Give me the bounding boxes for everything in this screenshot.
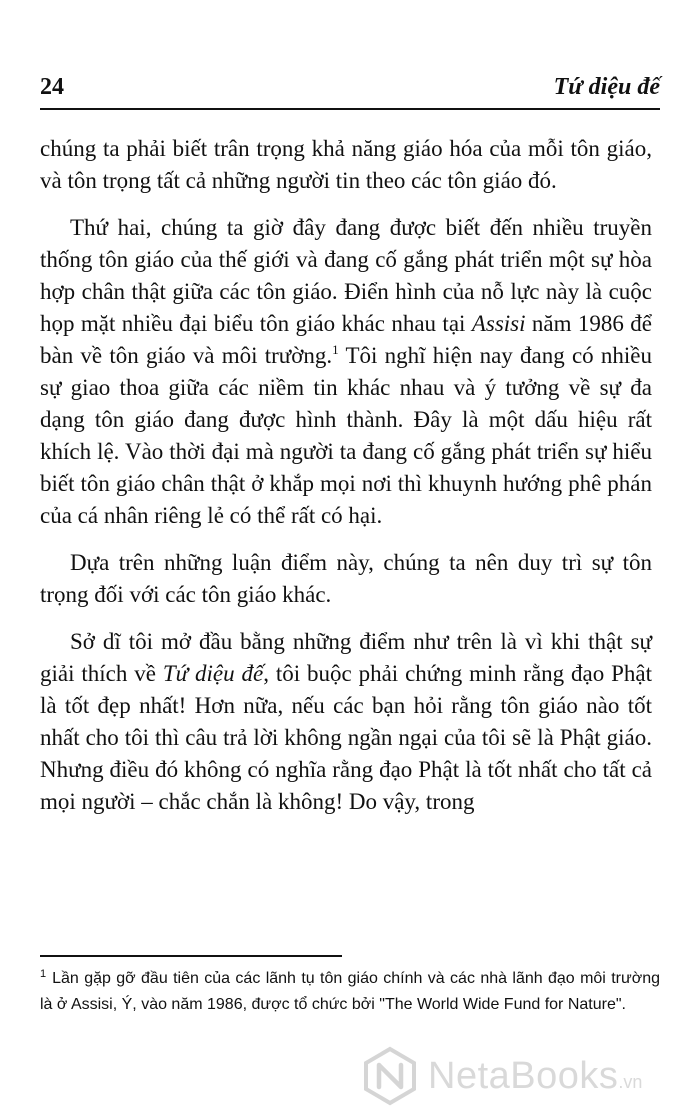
body-text: [40, 133, 652, 833]
watermark-text: [428, 1056, 642, 1102]
watermark: [360, 1046, 690, 1106]
watermark-suffix: .vn: [618, 1072, 643, 1092]
watermark-brand: NetaBooks: [428, 1055, 619, 1097]
page-number: 24: [40, 74, 64, 100]
footnote-rule: [40, 955, 342, 957]
header-rule: [40, 108, 660, 110]
netabooks-logo-icon: [360, 1046, 420, 1106]
paragraph-second-point: [40, 212, 652, 532]
paragraph-text: năm 1986 để bàn về tôn giáo và môi trường.: [40, 311, 653, 368]
footnote-text: Lần gặp gỡ đầu tiên của các lãnh tụ tôn giáo chính và các nhà lãnh đạo môi trường là ở Assisi, Ý, vào năm 1986, được tổ chức bởi "The World Wide Fund for Nature".: [40, 970, 660, 1013]
footnote-marker: 1: [40, 968, 47, 980]
italic-place-name: Assisi: [471, 311, 526, 336]
footnote: [40, 966, 660, 1018]
paragraph-text: Sở dĩ tôi mở đầu bằng những điểm như trên là vì khi thật sự giải thích về: [40, 629, 652, 686]
paragraph-text: , tôi buộc phải chứng minh rằng đạo Phật là tốt đẹp nhất! Hơn nữa, nếu các bạn hỏi rằng tôn giáo nào tốt nhất cho tôi thì câu trả lời không ngần ngại của tôi sẽ là Phật giáo. Nhưng điều đó không có nghĩa rằng đạo Phật là tốt nhất cho tất cả mọi người – chắc chắn là không! Do vậy, trong: [40, 661, 653, 814]
italic-book-title: Tứ diệu đế: [162, 661, 264, 686]
page-header: [40, 72, 660, 106]
paragraph-continuation: chúng ta phải biết trân trọng khả năng giáo hóa của mỗi tôn giáo, và tôn trọng tất cả những người tin theo các tôn giáo đó.: [40, 136, 652, 193]
footnote-reference[interactable]: 1: [332, 342, 339, 357]
paragraph-text: Tôi nghĩ hiện nay đang có nhiều sự giao thoa giữa các niềm tin khác nhau và ý tưởng về sự đa dạng tôn giáo đang được hình thành. Đây là một dấu hiệu rất khích lệ. Vào thời đại mà người ta đang cố gắng phát triển sự hiểu biết tôn giáo chân thật ở khắp mọi nơi thì khuynh hướng phê phán của cá nhân riêng lẻ có thể rất có hại.: [40, 343, 652, 528]
paragraph-respect: Dựa trên những luận điểm này, chúng ta nên duy trì sự tôn trọng đối với các tôn giáo khác.: [40, 550, 652, 607]
paragraph-text: Thứ hai, chúng ta giờ đây đang được biết đến nhiều truyền thống tôn giáo của thế giới và đang cố gắng phát triển một sự hòa hợp chân thật giữa các tôn giáo. Điển hình của nỗ lực này là cuộc họp mặt nhiều đại biểu tôn giáo khác nhau tại: [40, 215, 652, 336]
paragraph-four-noble-truths: [40, 626, 652, 818]
running-title: Tứ diệu đế: [553, 74, 660, 100]
